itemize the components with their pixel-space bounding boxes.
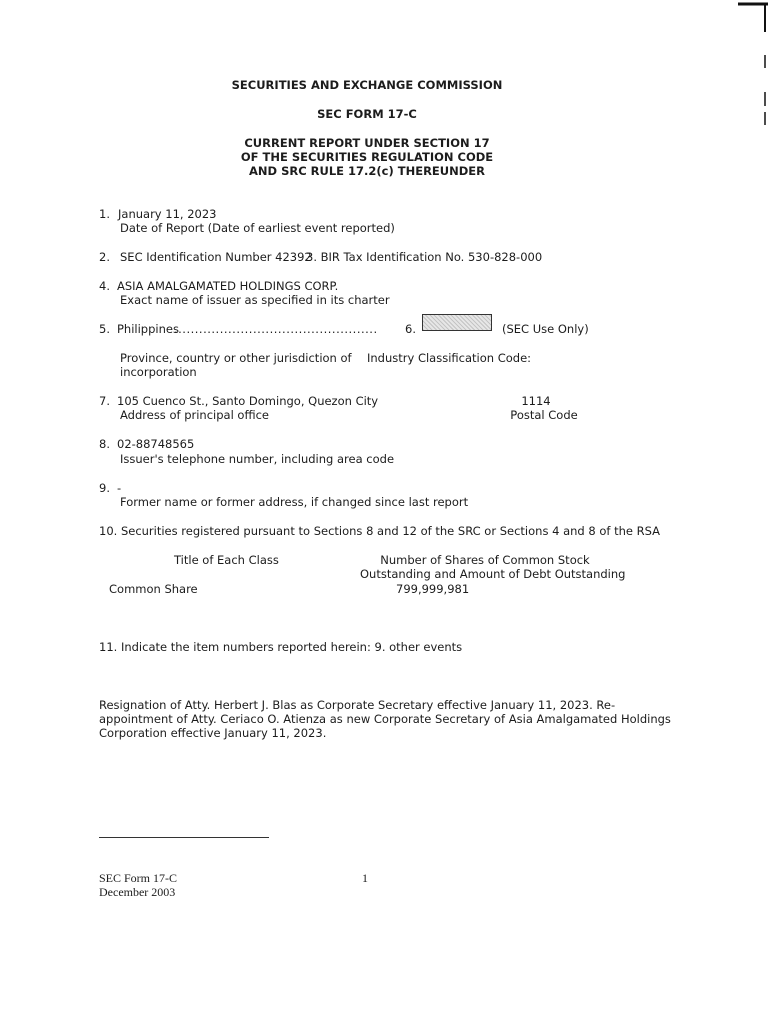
dotted-leader: .................................................: [174, 322, 378, 336]
jurisdiction-label-line-1: Province, country or other jurisdiction of: [120, 351, 352, 365]
industry-code-label: Industry Classification Code:: [367, 351, 532, 365]
item-5-number: 5.: [99, 322, 110, 336]
former-name-value: -: [117, 481, 122, 495]
securities-col-title-header: Title of Each Class: [174, 553, 279, 567]
former-name-label: Former name or former address, if changed since last report: [120, 495, 469, 509]
securities-col-shares-header-1: Number of Shares of Common Stock: [380, 553, 590, 567]
event-description-line-2: appointment of Atty. Ceriaco O. Atienza as new Corporate Secretary of Asia Amalgamated Holdings: [99, 712, 671, 726]
jurisdiction-value: Philippines: [117, 322, 179, 336]
address-label: Address of principal office: [120, 408, 269, 422]
item-2-number: 2.: [99, 250, 110, 264]
postal-code-label: Postal Code: [510, 408, 578, 422]
event-description-line-3: Corporation effective January 11, 2023.: [99, 726, 327, 740]
securities-col-shares-header-2: Outstanding and Amount of Debt Outstanding: [360, 567, 626, 581]
sec-id-number: SEC Identification Number 42392: [120, 250, 312, 264]
securities-row-class: Common Share: [109, 582, 198, 596]
item-8-number: 8.: [99, 437, 110, 451]
report-title-line-2: OF THE SECURITIES REGULATION CODE: [240, 150, 494, 164]
footer-form-name: SEC Form 17-C: [99, 871, 178, 885]
telephone-label: Issuer's telephone number, including area code: [120, 452, 395, 466]
jurisdiction-label-line-2: incorporation: [120, 365, 197, 379]
item-10-text: 10. Securities registered pursuant to Sections 8 and 12 of the SRC or Sections 4 and 8 of the RSA: [99, 524, 660, 538]
page-number: 1: [362, 871, 368, 885]
item-7-number: 7.: [99, 394, 110, 408]
securities-row-shares: 799,999,981: [396, 582, 470, 596]
footnote-divider: [99, 837, 269, 838]
commission-heading: SECURITIES AND EXCHANGE COMMISSION: [231, 78, 503, 92]
sec-use-box: [422, 314, 492, 331]
item-4-number: 4.: [99, 279, 110, 293]
address-value: 105 Cuenco St., Santo Domingo, Quezon City: [117, 394, 379, 408]
item-6-number: 6.: [405, 322, 416, 336]
telephone-value: 02-88748565: [117, 437, 195, 451]
form-heading: SEC FORM 17-C: [317, 107, 417, 121]
bir-tax-id: 3. BIR Tax Identification No. 530-828-000: [306, 250, 543, 264]
report-date-value: January 11, 2023: [118, 207, 217, 221]
item-11-text: 11. Indicate the item numbers reported herein: 9. other events: [99, 640, 463, 654]
postal-code-value: 1114: [521, 394, 551, 408]
issuer-name-value: ASIA AMALGAMATED HOLDINGS CORP.: [117, 279, 339, 293]
sec-use-only-label: (SEC Use Only): [502, 322, 589, 336]
footer-form-date: December 2003: [99, 885, 176, 899]
report-date-label: Date of Report (Date of earliest event reported): [120, 221, 395, 235]
issuer-name-label: Exact name of issuer as specified in its charter: [120, 293, 390, 307]
report-title-line-1: CURRENT REPORT UNDER SECTION 17: [244, 136, 490, 150]
item-9-number: 9.: [99, 481, 110, 495]
report-title-line-3: AND SRC RULE 17.2(c) THEREUNDER: [249, 164, 485, 178]
item-1-number: 1.: [99, 207, 110, 221]
event-description-line-1: Resignation of Atty. Herbert J. Blas as Corporate Secretary effective January 11, 2023. Re-: [99, 698, 616, 712]
